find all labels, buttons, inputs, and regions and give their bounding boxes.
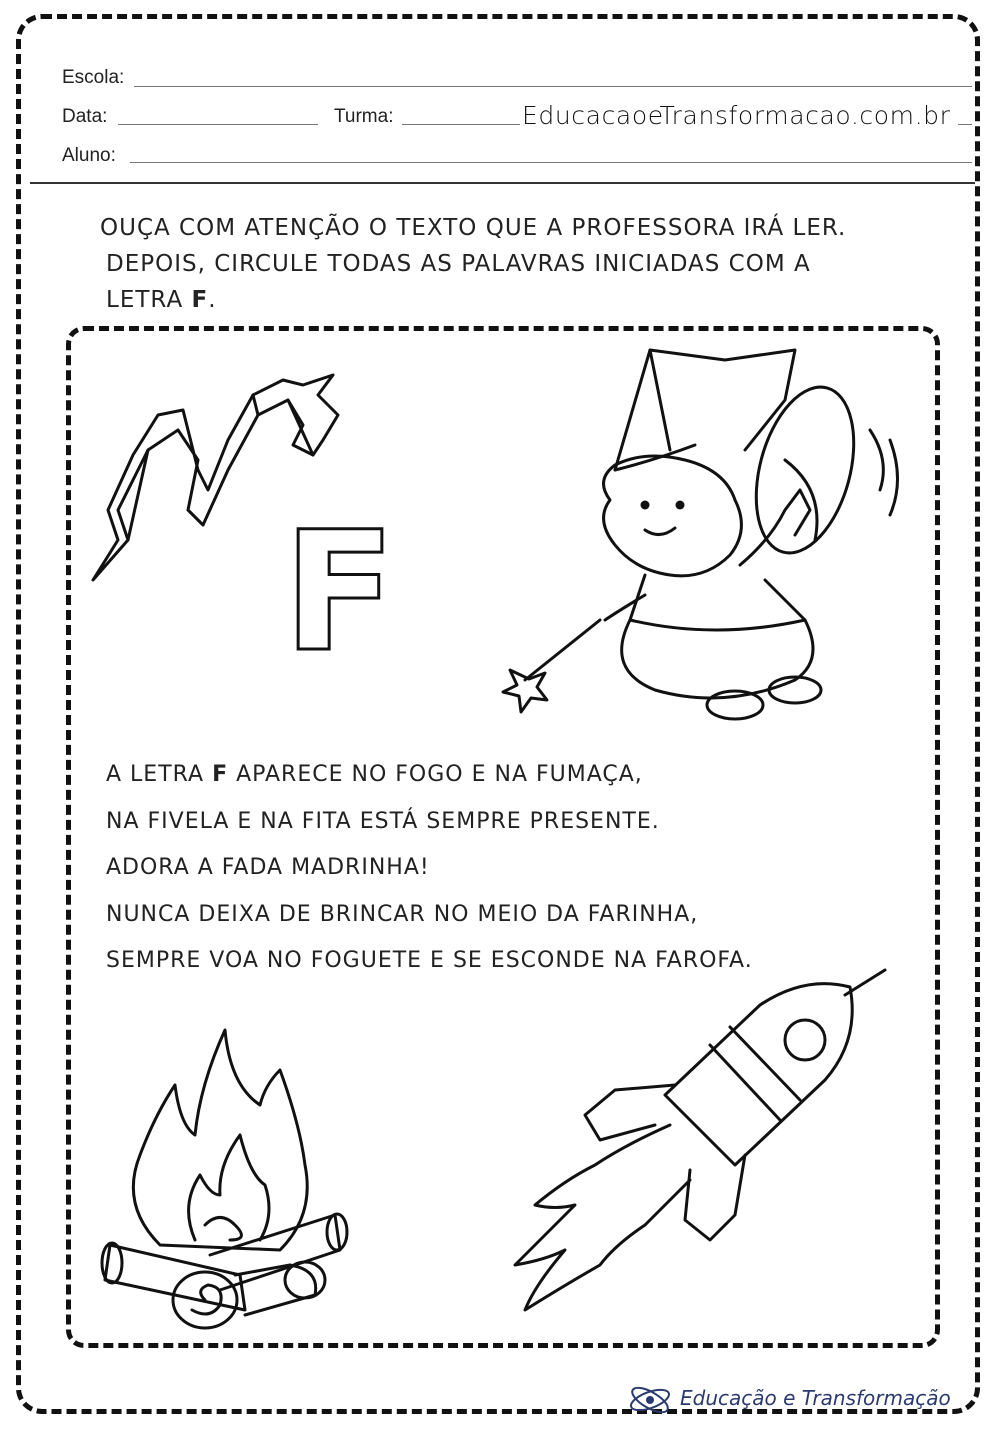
class-line-end xyxy=(958,124,972,125)
big-letter-f: F xyxy=(283,496,396,688)
poem-letter: F xyxy=(212,762,229,787)
fairy-icon xyxy=(495,340,915,730)
instruction-line-3-suffix: . xyxy=(208,287,217,313)
date-line[interactable] xyxy=(118,124,318,125)
campfire-icon xyxy=(100,1025,360,1330)
instruction-line-1: OUÇA COM ATENÇÃO O TEXTO QUE A PROFESSORA IRÁ LER. xyxy=(100,215,847,241)
student-line[interactable] xyxy=(130,162,972,163)
class-label: Turma: xyxy=(334,106,394,127)
date-label: Data: xyxy=(62,106,108,127)
brand-logo-icon xyxy=(626,1382,674,1418)
instruction-letter: F xyxy=(191,287,209,313)
poem-line-4: NUNCA DEIXA DE BRINCAR NO MEIO DA FARINHA, xyxy=(106,901,699,927)
class-line[interactable] xyxy=(402,124,520,125)
instruction-line-3-prefix: LETRA xyxy=(106,287,192,313)
instructions xyxy=(100,210,930,318)
instruction-line-3 xyxy=(100,282,930,318)
poem-line-1-prefix: A LETRA xyxy=(106,762,213,787)
poem-line-1-suffix: APARECE NO FOGO E NA FUMAÇA, xyxy=(228,762,643,787)
site-url: EducacaoeTransformacao.com.br xyxy=(522,101,951,130)
poem-line-1 xyxy=(106,752,886,799)
footer-brand: Educação e Transformação xyxy=(680,1386,951,1410)
header-divider xyxy=(30,182,975,184)
poem-line-2: NA FIVELA E NA FITA ESTÁ SEMPRE PRESENTE. xyxy=(106,808,660,834)
poem-line-3: ADORA A FADA MADRINHA! xyxy=(106,855,430,880)
poem xyxy=(106,752,886,985)
student-label: Aluno: xyxy=(62,145,116,166)
school-line[interactable] xyxy=(134,86,972,87)
school-label: Escola: xyxy=(62,67,125,88)
poem-line-5: SEMPRE VOA NO FOGUETE E SE ESCONDE NA FAROFA. xyxy=(106,948,753,973)
instruction-line-2: DEPOIS, CIRCULE TODAS AS PALAVRAS INICIADAS COM A xyxy=(106,251,811,277)
rocket-icon xyxy=(505,965,895,1325)
